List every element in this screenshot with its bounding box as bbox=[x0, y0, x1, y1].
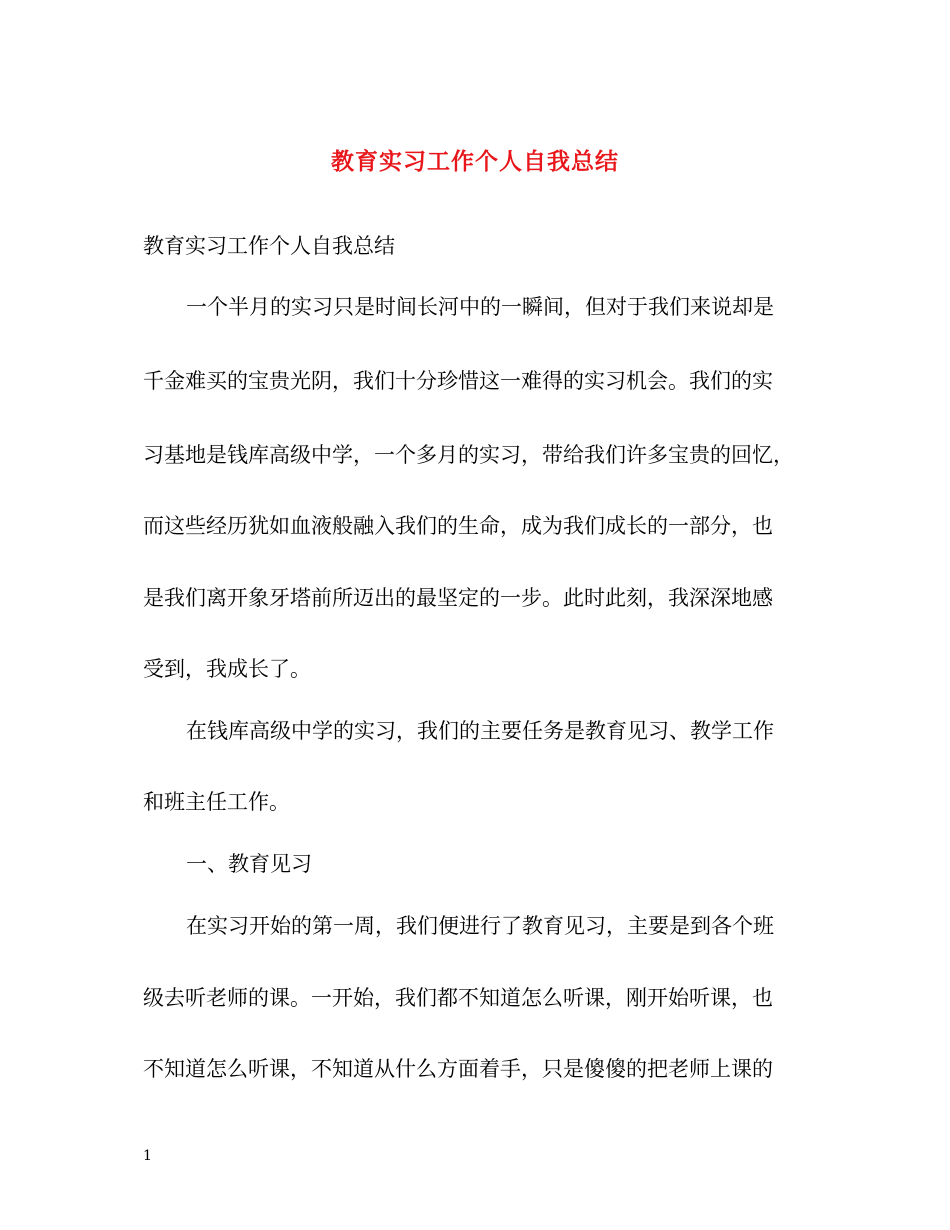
paragraph-line: 不知道怎么听课，不知道从什么方面着手，只是傻傻的把老师上课的 bbox=[143, 1057, 773, 1081]
paragraph-line: 而这些经历犹如血液般融入我们的生命，成为我们成长的一部分，也 bbox=[143, 514, 773, 538]
paragraph-line: 千金难买的宝贵光阴，我们十分珍惜这一难得的实习机会。我们的实 bbox=[143, 369, 773, 393]
document-title: 教育实习工作个人自我总结 bbox=[331, 148, 619, 175]
document-subtitle: 教育实习工作个人自我总结 bbox=[143, 234, 395, 258]
paragraph-line: 在钱库高级中学的实习，我们的主要任务是教育见习、教学工作 bbox=[186, 719, 774, 743]
paragraph-line: 是我们离开象牙塔前所迈出的最坚定的一步。此时此刻，我深深地感 bbox=[143, 586, 773, 610]
paragraph-line: 习基地是钱库高级中学，一个多月的实习，带给我们许多宝贵的回忆， bbox=[143, 443, 794, 467]
paragraph-line: 受到，我成长了。 bbox=[143, 657, 311, 681]
paragraph-line: 在实习开始的第一周，我们便进行了教育见习，主要是到各个班 bbox=[186, 914, 774, 938]
paragraph-line: 级去听老师的课。一开始，我们都不知道怎么听课，刚开始听课，也 bbox=[143, 986, 773, 1010]
paragraph-line: 和班主任工作。 bbox=[143, 790, 290, 814]
section-heading: 一、教育见习 bbox=[186, 852, 312, 876]
paragraph-line: 一个半月的实习只是时间长河中的一瞬间，但对于我们来说却是 bbox=[186, 295, 774, 319]
page-number: 1 bbox=[143, 1148, 152, 1164]
